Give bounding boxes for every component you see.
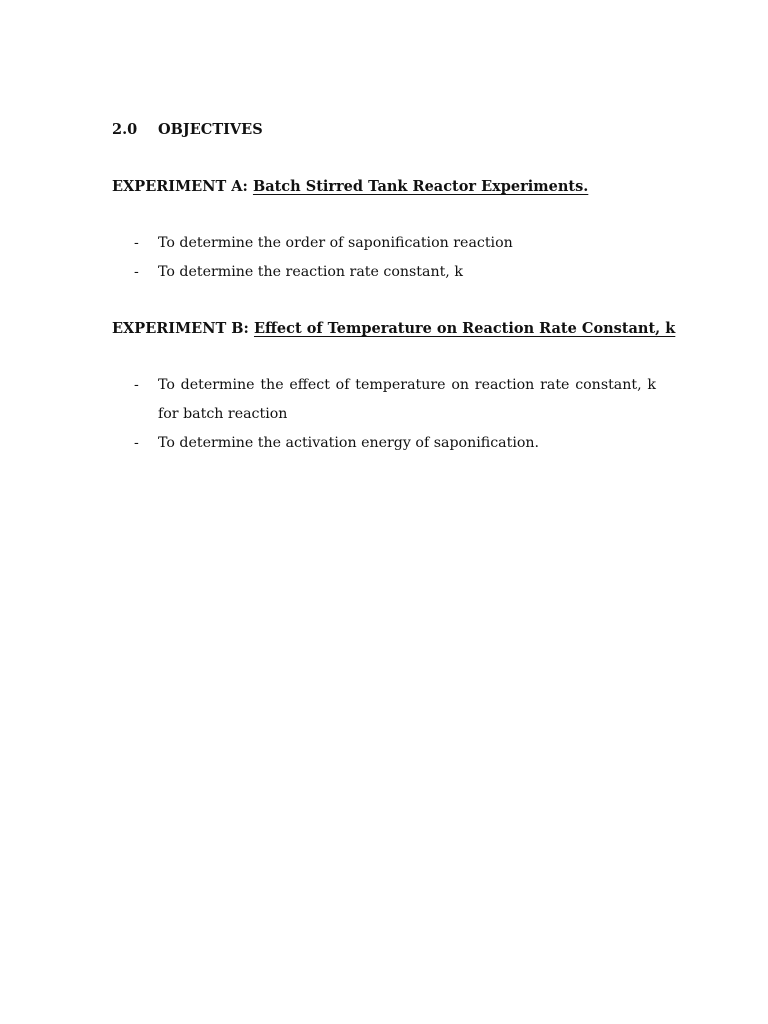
experiment-b-prefix: EXPERIMENT B: <box>112 320 249 337</box>
section-title: OBJECTIVES <box>158 121 263 138</box>
section-number: 2.0 <box>112 121 138 138</box>
objective-text: To determine the effect of temperature on reaction rate constant, k for batch reaction <box>158 377 656 422</box>
objective-text: To determine the order of saponification reaction <box>158 235 513 251</box>
list-item <box>134 258 656 287</box>
objective-text: To determine the activation energy of saponification. <box>158 435 540 451</box>
experiment-b-objectives <box>134 371 656 458</box>
bullet-dash: - <box>134 235 139 251</box>
experiment-a-topic: Batch Stirred Tank Reactor Experiments. <box>252 178 589 195</box>
bullet-dash: - <box>134 264 139 280</box>
experiment-a-prefix: EXPERIMENT A: <box>112 178 248 195</box>
bullet-dash: - <box>134 377 139 393</box>
bullet-dash: - <box>134 435 139 451</box>
objective-text: To determine the reaction rate constant, k <box>158 264 463 280</box>
experiment-b-topic: Effect of Temperature on Reaction Rate Constant, k <box>253 320 676 337</box>
experiment-b-title <box>112 320 675 337</box>
experiment-a-objectives <box>134 229 656 287</box>
list-item <box>134 429 656 458</box>
list-item <box>134 371 656 429</box>
experiment-a-title <box>112 178 588 195</box>
section-heading <box>112 121 263 138</box>
list-item <box>134 229 656 258</box>
